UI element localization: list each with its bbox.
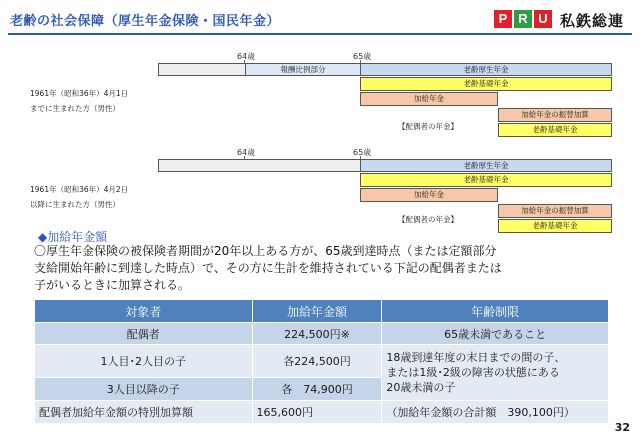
logo-text: 私鉄総連	[560, 12, 625, 30]
amount-cell: 各224,500円	[252, 345, 382, 378]
kiso-nenkin-bar: 老齢基礎年金	[360, 173, 612, 187]
paragraph-line: 〇厚生年金保険の被保険者期間が20年以上ある方が、65歳到達時点（または定額部分	[34, 244, 497, 258]
amount-cell: 224,500円※	[252, 323, 382, 345]
table-header-row	[35, 300, 609, 323]
houshu-hirei-bar: 報酬比例部分	[245, 63, 361, 76]
paragraph-line: 支給開始年齢に到達した時点）で、その方に生計を維持されている下記の配偶者または	[34, 261, 502, 275]
child-limit-line: または1級･2級の障害の状態にある	[386, 366, 560, 379]
paragraph-line: 子がいるときに加算される。	[34, 278, 191, 292]
special-total-cell: （加給年金額の合計額 390,100円）	[382, 401, 609, 424]
spouse-kiso-bar: 老齢基礎年金	[498, 123, 612, 137]
child-limit-line: 20歳未満の子	[386, 381, 456, 394]
section-heading: ◆加給年金額	[38, 230, 108, 244]
kakyu-nenkin-bar: 加給年金	[360, 92, 498, 106]
furikae-kasan-bar: 加給年金の振替加算	[498, 108, 612, 122]
title-divider	[8, 33, 632, 35]
birthdate-condition-1	[30, 86, 128, 116]
column-header: 年齢制限	[382, 300, 609, 323]
kosei-nenkin-bar: 老齢厚生年金	[360, 159, 612, 172]
special-label-cell: 配偶者加給年金額の特別加算額	[35, 401, 253, 424]
kakyu-amount-table	[34, 299, 609, 424]
pre-pension-period	[158, 63, 246, 76]
birthdate-line: 以降に生まれた方（男性）	[30, 200, 120, 209]
limit-cell: 65歳未満であること	[382, 323, 609, 345]
child-limit-line: 18歳到達年度の末日までの間の子、	[386, 351, 566, 364]
kosei-nenkin-bar: 老齢厚生年金	[360, 63, 612, 76]
spouse-pension-note: 【配偶者の年金】	[398, 122, 458, 131]
birthdate-condition-2	[30, 182, 128, 212]
furikae-kasan-bar: 加給年金の振替加算	[498, 204, 612, 218]
target-cell: 1人目･2人目の子	[35, 345, 253, 378]
logo-letter-r: R	[514, 10, 532, 28]
age-64-label: 64歳	[237, 148, 256, 157]
section-paragraph	[34, 243, 614, 294]
column-header: 対象者	[35, 300, 253, 323]
page-number: 32	[614, 421, 630, 434]
birthdate-line: 1961年（昭和36年）4月2日	[30, 185, 129, 194]
kiso-nenkin-bar: 老齢基礎年金	[360, 77, 612, 91]
spouse-kiso-bar: 老齢基礎年金	[498, 219, 612, 233]
child-limit-cell	[382, 345, 609, 401]
birthdate-line: までに生まれた方（男性）	[30, 104, 120, 113]
column-header: 加給年金額	[252, 300, 382, 323]
logo-letter-p: P	[494, 10, 512, 28]
age-65-label: 65歳	[353, 52, 372, 61]
pre-pension-period	[158, 159, 361, 172]
page-title: 老齢の社会保障（厚生年金保険・国民年金）	[10, 14, 281, 29]
special-amount-cell: 165,600円	[252, 401, 382, 424]
spouse-pension-note: 【配偶者の年金】	[398, 215, 458, 224]
table-row	[35, 401, 609, 424]
target-cell: 3人目以降の子	[35, 378, 253, 401]
target-cell: 配偶者	[35, 323, 253, 345]
amount-cell: 各 74,900円	[252, 378, 382, 401]
age-64-label: 64歳	[237, 52, 256, 61]
age-65-label: 65歳	[353, 148, 372, 157]
logo-letter-u: U	[534, 10, 552, 28]
table-row	[35, 345, 609, 378]
kakyu-nenkin-bar: 加給年金	[360, 188, 498, 202]
birthdate-line: 1961年（昭和36年）4月1日	[30, 89, 129, 98]
table-row	[35, 323, 609, 345]
